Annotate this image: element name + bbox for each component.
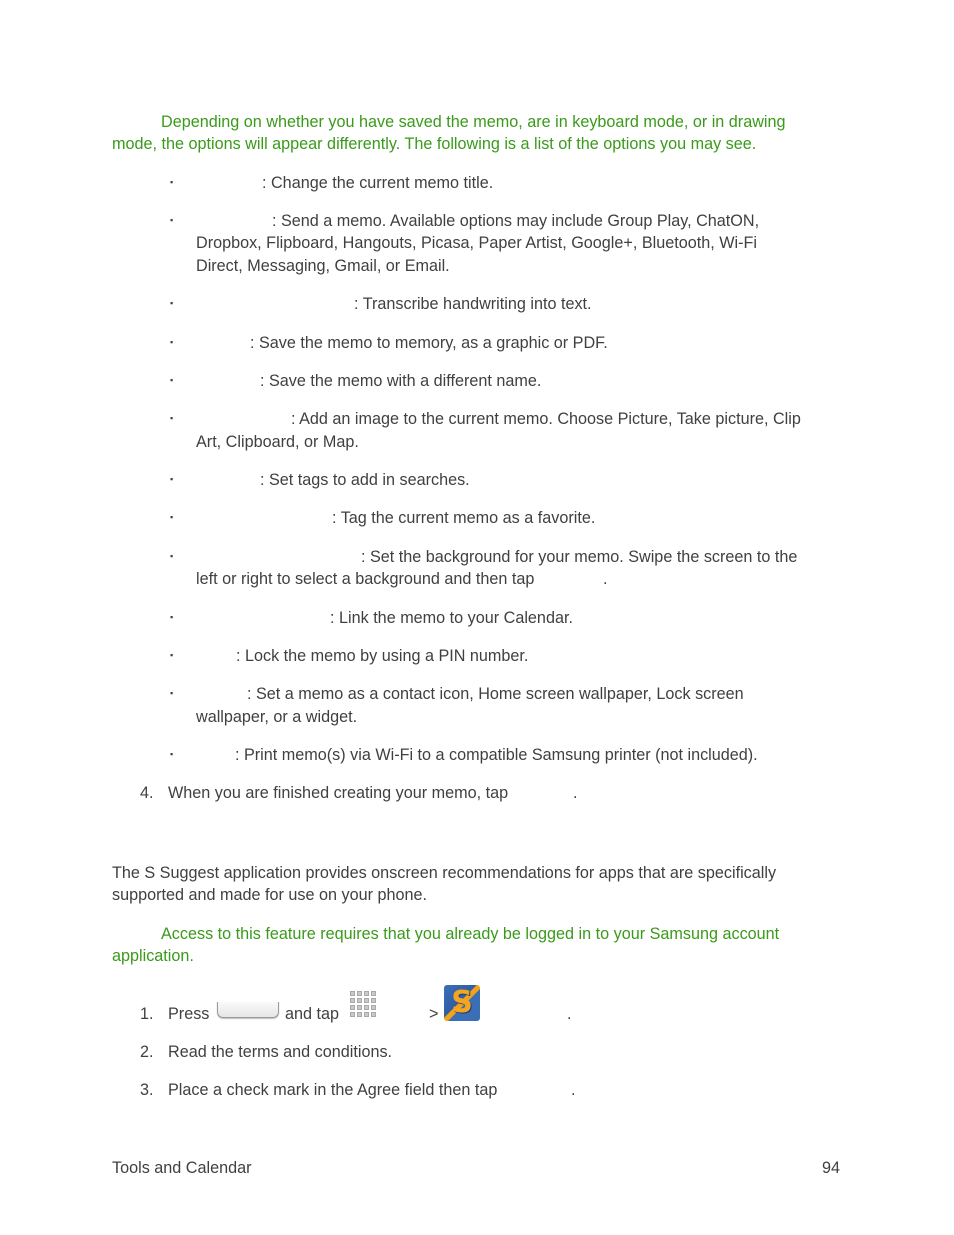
step-number: 3. (140, 1081, 154, 1099)
option-print: : Print memo(s) via Wi-Fi to a compatible Samsung printer (not included). (235, 746, 758, 764)
option-share-line-3: Direct, Messaging, Gmail, or Email. (196, 257, 450, 275)
bullet: ▪ (170, 413, 174, 423)
option-convert: : Transcribe handwriting into text. (354, 295, 592, 313)
bullet: ▪ (170, 512, 174, 522)
bullet: ▪ (170, 749, 174, 759)
bullet: ▪ (170, 298, 174, 308)
bullet: ▪ (170, 337, 174, 347)
step-1-separator: > (429, 1005, 439, 1023)
option-background-tail: . (603, 570, 608, 588)
footer-section-title: Tools and Calendar (112, 1159, 252, 1177)
s-suggest-app-icon: S (444, 985, 480, 1021)
step-number: 1. (140, 1005, 154, 1023)
step-1-and-tap: and tap (285, 1005, 340, 1023)
option-rename: : Change the current memo title. (262, 174, 494, 192)
intro-line-2: supported and made for use on your phone. (112, 886, 427, 904)
step-3-tail: . (571, 1081, 576, 1099)
bullet: ▪ (170, 650, 174, 660)
option-share: : Send a memo. Available options may include Group Play, ChatON, (272, 212, 760, 230)
step-1-tail: . (567, 1005, 572, 1023)
bullet: ▪ (170, 375, 174, 385)
option-calendar: : Link the memo to your Calendar. (330, 609, 573, 627)
option-background: : Set the background for your memo. Swipe the screen to the (361, 548, 798, 566)
apps-grid-icon (349, 990, 379, 1021)
step-number: 2. (140, 1043, 154, 1061)
intro-line-1: The S Suggest application provides onscreen recommendations for apps that are specifically (112, 864, 777, 882)
step-number: 4. (140, 784, 154, 802)
step-4-text: When you are finished creating your memo, tap (168, 784, 509, 802)
note-line-1: Depending on whether you have saved the memo, are in keyboard mode, or in drawing (161, 113, 786, 131)
bullet: ▪ (170, 612, 174, 622)
bullet: ▪ (170, 177, 174, 187)
footer-page-number: 94 (822, 1159, 841, 1177)
option-tags: : Set tags to add in searches. (260, 471, 470, 489)
option-share-line-2: Dropbox, Flipboard, Hangouts, Picasa, Paper Artist, Google+, Bluetooth, Wi-Fi (196, 234, 757, 252)
option-export: : Save the memo to memory, as a graphic or PDF. (250, 334, 608, 352)
option-insert: : Add an image to the current memo. Choose Picture, Take picture, Clip (291, 410, 801, 428)
option-lock: : Lock the memo by using a PIN number. (236, 647, 529, 665)
step-3-text: Place a check mark in the Agree field then tap (168, 1081, 498, 1099)
option-background-line-2: left or right to select a background and then tap (196, 570, 535, 588)
note-2-line-1: Access to this feature requires that you already be logged in to your Samsung account (161, 925, 780, 943)
option-set-as-line-2: wallpaper, or a widget. (196, 708, 358, 726)
option-save-as: : Save the memo with a different name. (260, 372, 542, 390)
bullet: ▪ (170, 474, 174, 484)
option-favorite: : Tag the current memo as a favorite. (332, 509, 596, 527)
bullet: ▪ (170, 688, 174, 698)
option-insert-line-2: Art, Clipboard, or Map. (196, 433, 359, 451)
note-line-2: mode, the options will appear differently. The following is a list of the options you may see. (112, 135, 757, 153)
note-2-line-2: application. (112, 947, 194, 965)
bullet: ▪ (170, 551, 174, 561)
home-key-icon (217, 1002, 279, 1018)
step-1-press: Press (168, 1005, 210, 1023)
step-4-tail: . (573, 784, 578, 802)
option-set-as: : Set a memo as a contact icon, Home screen wallpaper, Lock screen (247, 685, 744, 703)
step-2-text: Read the terms and conditions. (168, 1043, 393, 1061)
bullet: ▪ (170, 215, 174, 225)
